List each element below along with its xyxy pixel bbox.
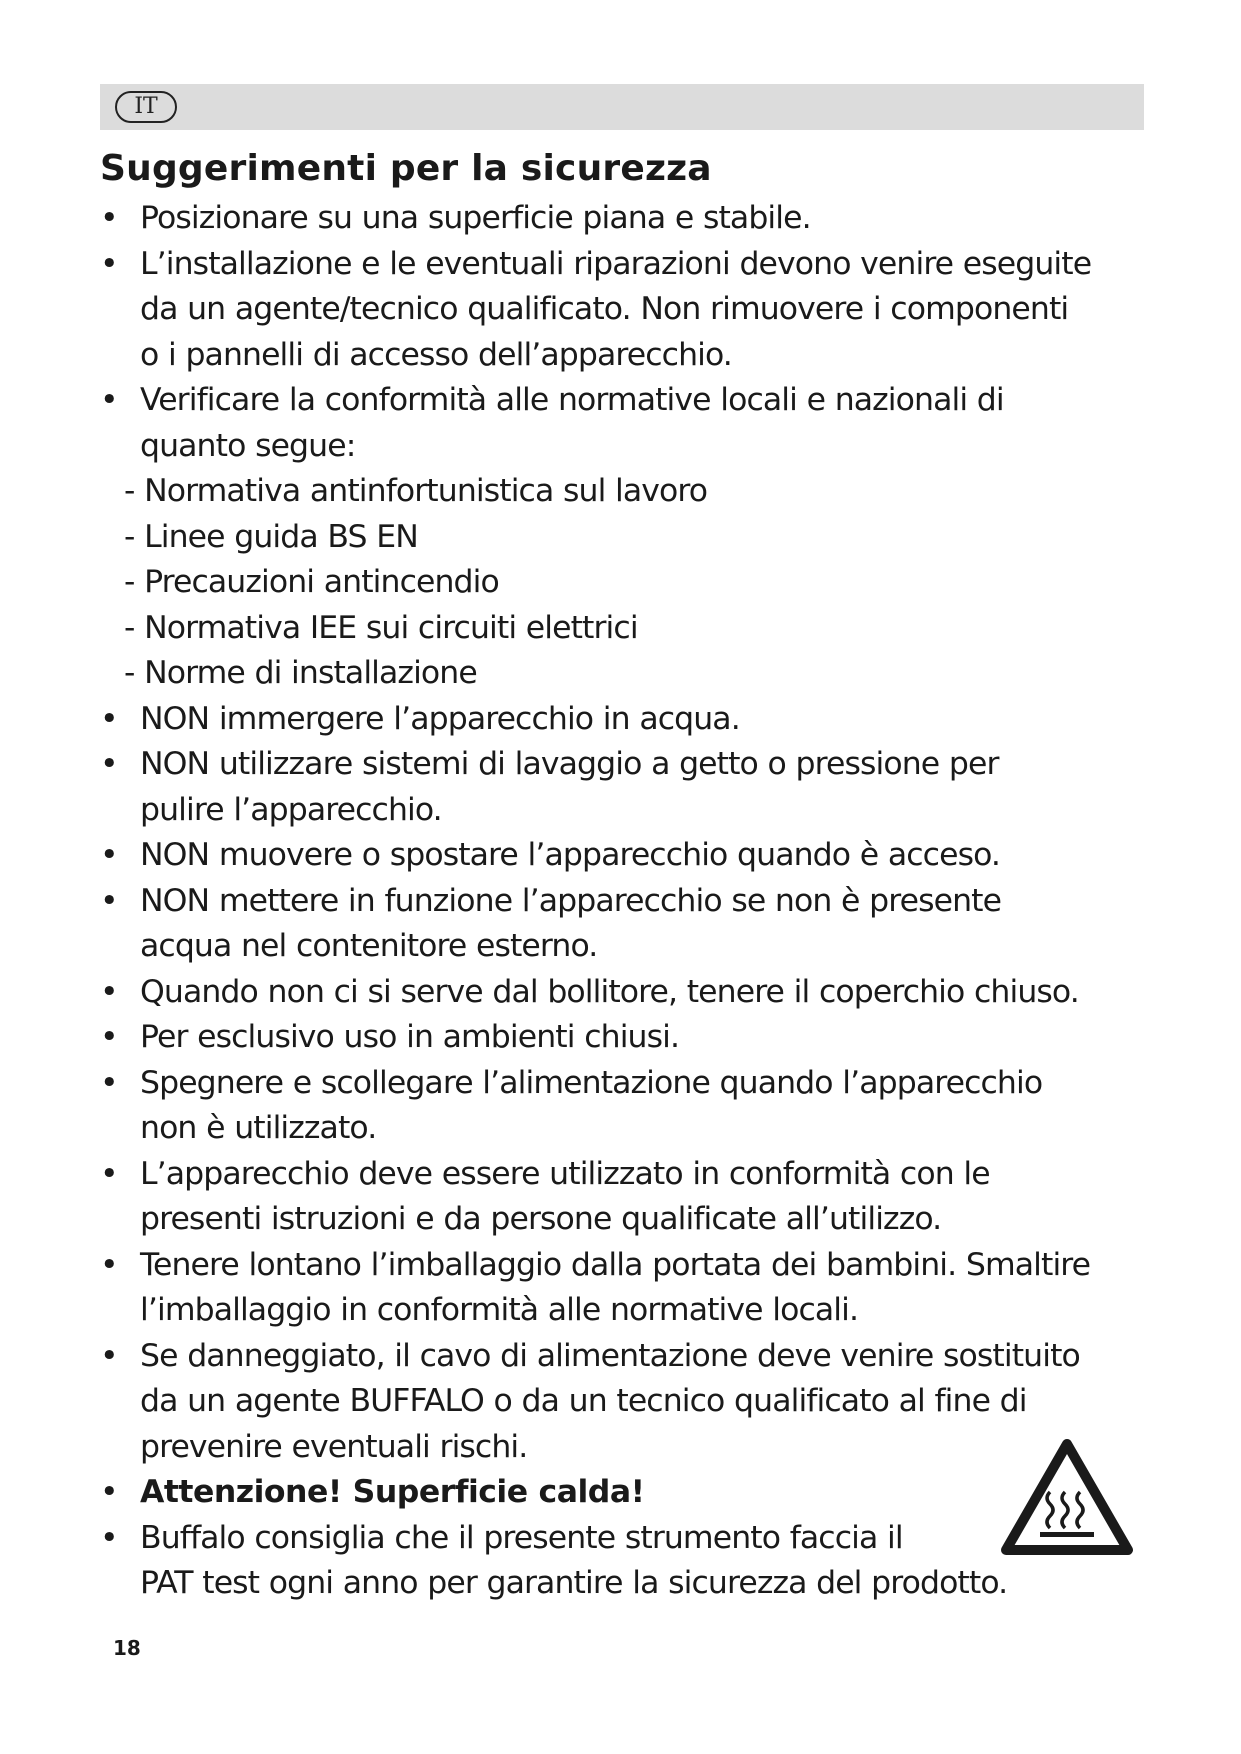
bullet-icon: •: [100, 1155, 118, 1192]
list-item: [100, 742, 1160, 788]
bullet-icon: •: [100, 1474, 118, 1510]
sub-list-item: [100, 651, 1160, 697]
bullet-icon: •: [100, 245, 118, 282]
list-item-text: NON mettere in funzione l’apparecchio se non è presente: [140, 882, 1002, 919]
bullet-icon: •: [100, 746, 118, 782]
list-item-text: prevenire eventuali rischi.: [140, 1428, 528, 1465]
list-item-text: - Normativa antinfortunistica sul lavoro: [124, 473, 708, 509]
safety-list: [100, 196, 1160, 1607]
list-item-text: quanto segue:: [140, 427, 356, 464]
list-item: [100, 242, 1160, 288]
list-item: [100, 1334, 1160, 1380]
list-item: [100, 1015, 1160, 1061]
list-item-text: l’imballaggio in conformità alle normative locali.: [140, 1292, 859, 1328]
list-item-text: Se danneggiato, il cavo di alimentazione deve venire sostituito: [140, 1337, 1080, 1374]
bullet-icon: •: [100, 1019, 118, 1055]
list-item-text: Per esclusivo uso in ambienti chiusi.: [140, 1019, 680, 1055]
list-item: [100, 196, 1160, 242]
language-badge: IT: [115, 91, 177, 123]
list-item-continuation: [100, 1379, 1160, 1425]
list-item-text: - Normativa IEE sui circuiti elettrici: [124, 609, 638, 646]
list-item-continuation: [100, 333, 1160, 379]
hot-surface-warning-icon: [1000, 1436, 1134, 1556]
list-item: [100, 1061, 1160, 1107]
list-item: [100, 378, 1160, 424]
list-item: [100, 1152, 1160, 1198]
list-item-text: NON utilizzare sistemi di lavaggio a getto o pressione per: [140, 746, 999, 782]
page-number: 18: [113, 1636, 141, 1660]
list-item-continuation: [100, 424, 1160, 470]
list-item-text: Quando non ci si serve dal bollitore, tenere il coperchio chiuso.: [140, 973, 1079, 1010]
section-title: Suggerimenti per la sicurezza: [100, 148, 712, 189]
list-item: [100, 879, 1160, 925]
list-item: [100, 697, 1160, 743]
list-item-text: - Linee guida BS EN: [124, 518, 418, 555]
list-item-continuation: [100, 788, 1160, 834]
list-item-text: Verificare la conformità alle normative locali e nazionali di: [140, 382, 1004, 418]
sub-list-item: [100, 560, 1160, 606]
list-item-text: Buffalo consiglia che il presente strumento faccia il: [140, 1519, 903, 1556]
list-item-continuation: [100, 1288, 1160, 1334]
list-item-continuation: [100, 1561, 1160, 1607]
list-item-text: presenti istruzioni e da persone qualificate all’utilizzo.: [140, 1201, 942, 1237]
list-item-text: Attenzione! Superficie calda!: [140, 1474, 645, 1510]
list-item-continuation: [100, 1106, 1160, 1152]
list-item-text: Spegnere e scollegare l’alimentazione quando l’apparecchio: [140, 1064, 1043, 1101]
list-item-continuation: [100, 1197, 1160, 1243]
list-item-text: da un agente/tecnico qualificato. Non rimuovere i componenti: [140, 291, 1069, 327]
list-item-text: NON muovere o spostare l’apparecchio quando è acceso.: [140, 837, 1001, 873]
list-item: [100, 1243, 1160, 1289]
list-item-text: L’apparecchio deve essere utilizzato in conformità con le: [140, 1155, 990, 1192]
list-item-text: Tenere lontano l’imballaggio dalla portata dei bambini. Smaltire: [140, 1246, 1091, 1283]
bullet-icon: •: [100, 700, 118, 737]
list-item-text: - Precauzioni antincendio: [124, 564, 499, 600]
bullet-icon: •: [100, 1519, 118, 1556]
list-item-continuation: [100, 287, 1160, 333]
list-item-text: pulire l’apparecchio.: [140, 791, 442, 828]
list-item-text: PAT test ogni anno per garantire la sicurezza del prodotto.: [140, 1565, 1008, 1601]
sub-list-item: [100, 515, 1160, 561]
bullet-icon: •: [100, 1064, 118, 1101]
bullet-icon: •: [100, 973, 118, 1010]
language-header-bar: [100, 84, 1144, 130]
list-item-text: non è utilizzato.: [140, 1110, 377, 1146]
list-item-text: NON immergere l’apparecchio in acqua.: [140, 700, 740, 737]
bullet-icon: •: [100, 882, 118, 919]
sub-list-item: [100, 469, 1160, 515]
list-item: [100, 970, 1160, 1016]
list-item-text: - Norme di installazione: [124, 655, 477, 691]
list-item: [100, 833, 1160, 879]
bullet-icon: •: [100, 1337, 118, 1374]
list-item-text: Posizionare su una superficie piana e stabile.: [140, 200, 811, 236]
list-item-text: acqua nel contenitore esterno.: [140, 928, 598, 964]
list-item-text: da un agente BUFFALO o da un tecnico qualificato al fine di: [140, 1383, 1027, 1419]
bullet-icon: •: [100, 382, 118, 418]
list-item-continuation: [100, 924, 1160, 970]
bullet-icon: •: [100, 837, 118, 873]
bullet-icon: •: [100, 1246, 118, 1283]
list-item-text: L’installazione e le eventuali riparazioni devono venire eseguite: [140, 245, 1092, 282]
bullet-icon: •: [100, 200, 118, 236]
sub-list-item: [100, 606, 1160, 652]
list-item-text: o i pannelli di accesso dell’apparecchio.: [140, 336, 732, 373]
